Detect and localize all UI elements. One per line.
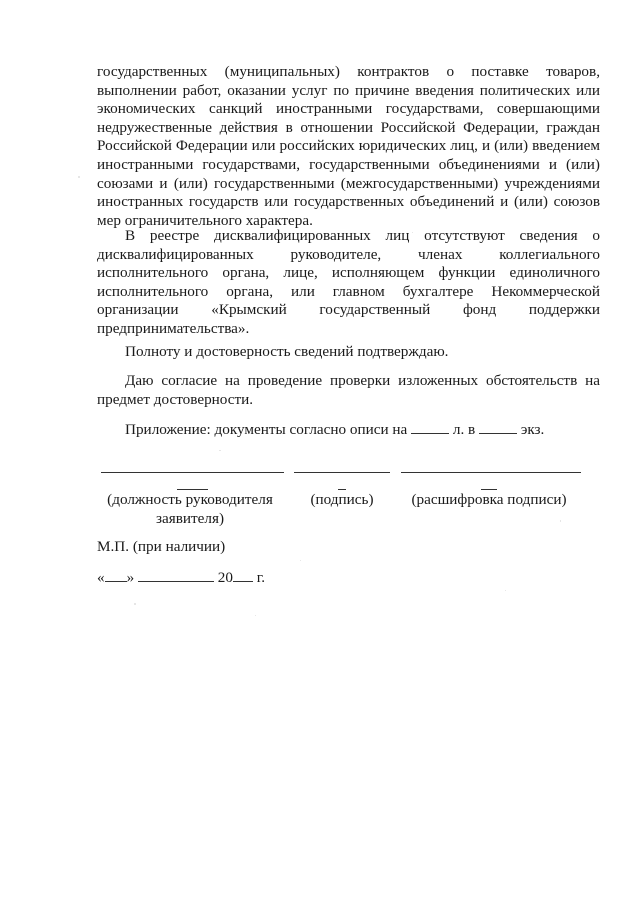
scan-speck bbox=[412, 232, 413, 233]
scan-speck bbox=[78, 176, 80, 178]
paragraph-disqualified-registry-text: В реестре дисквалифицированных лиц отсутствуют сведения о дисквалифицированных руководителе, членах коллегиального исполнительного органа, лице, исполняющем функции единоличного исполнительного органа, или главном бухгалтере Некоммерческой организации «Крымский государственный фонд поддержки предпринимательства». bbox=[97, 227, 600, 337]
paragraph-consent-text: Даю согласие на проведение проверки изложенных обстоятельств на предмет достоверности. bbox=[97, 372, 600, 408]
date-line bbox=[97, 567, 265, 588]
copies-count-blank bbox=[479, 419, 517, 434]
paragraph-disqualified-registry bbox=[97, 227, 600, 339]
scan-speck bbox=[134, 603, 136, 605]
paragraph-confirmation-text: Полноту и достоверность сведений подтверждаю. bbox=[125, 343, 449, 360]
year-prefix: 20 bbox=[217, 569, 233, 586]
position-tick-line bbox=[177, 489, 208, 490]
year-blank bbox=[233, 567, 253, 582]
paragraph-consent bbox=[97, 372, 600, 409]
scan-speck bbox=[255, 615, 256, 616]
signature-tick-line bbox=[338, 489, 346, 490]
attachment-suffix: экз. bbox=[520, 421, 545, 438]
scan-speck bbox=[300, 560, 301, 561]
paragraph-sanctions-text: государственных (муниципальных) контрактов о поставке товаров, выполнении работ, оказании услуг по причине введения политических или экономических санкций иностранными государствами, совершающими недружественные действия в отношении Российской Федерации, граждан Российской Федерации или российских юридических лиц, и (или) введением иностранными государствами, государственными объединениями и (или) союзами и (или) государственными (межгосударственными) учреждениями иностранных государств или государственных объединений и (или) союзов мер ограничительного характера. bbox=[97, 63, 600, 229]
attachment-prefix: Приложение: документы согласно описи на bbox=[125, 421, 408, 438]
scan-speck bbox=[560, 520, 561, 522]
paragraph-attachment bbox=[97, 419, 600, 440]
position-signature-line bbox=[101, 472, 284, 473]
stamp-note: М.П. (при наличии) bbox=[97, 538, 226, 555]
date-close-quote: » bbox=[126, 569, 135, 586]
decoding-signature-line bbox=[401, 472, 581, 473]
day-blank bbox=[105, 567, 127, 582]
decoding-caption: (расшифровка подписи) bbox=[411, 491, 567, 508]
paragraph-confirmation bbox=[97, 343, 600, 362]
date-open-quote: « bbox=[97, 569, 105, 586]
signature-caption: (подпись) bbox=[310, 491, 374, 508]
scan-speck bbox=[505, 590, 506, 591]
position-caption: (должность руководителя заявителя) bbox=[107, 491, 273, 527]
decoding-tick-line bbox=[481, 489, 497, 490]
year-suffix: г. bbox=[256, 569, 266, 586]
signature-line bbox=[294, 472, 390, 473]
attachment-middle: л. в bbox=[452, 421, 476, 438]
scan-speck bbox=[219, 450, 221, 451]
pages-count-blank bbox=[411, 419, 449, 434]
paragraph-sanctions bbox=[97, 63, 600, 230]
paragraph-attachment-line bbox=[97, 419, 600, 440]
month-blank bbox=[138, 567, 214, 582]
